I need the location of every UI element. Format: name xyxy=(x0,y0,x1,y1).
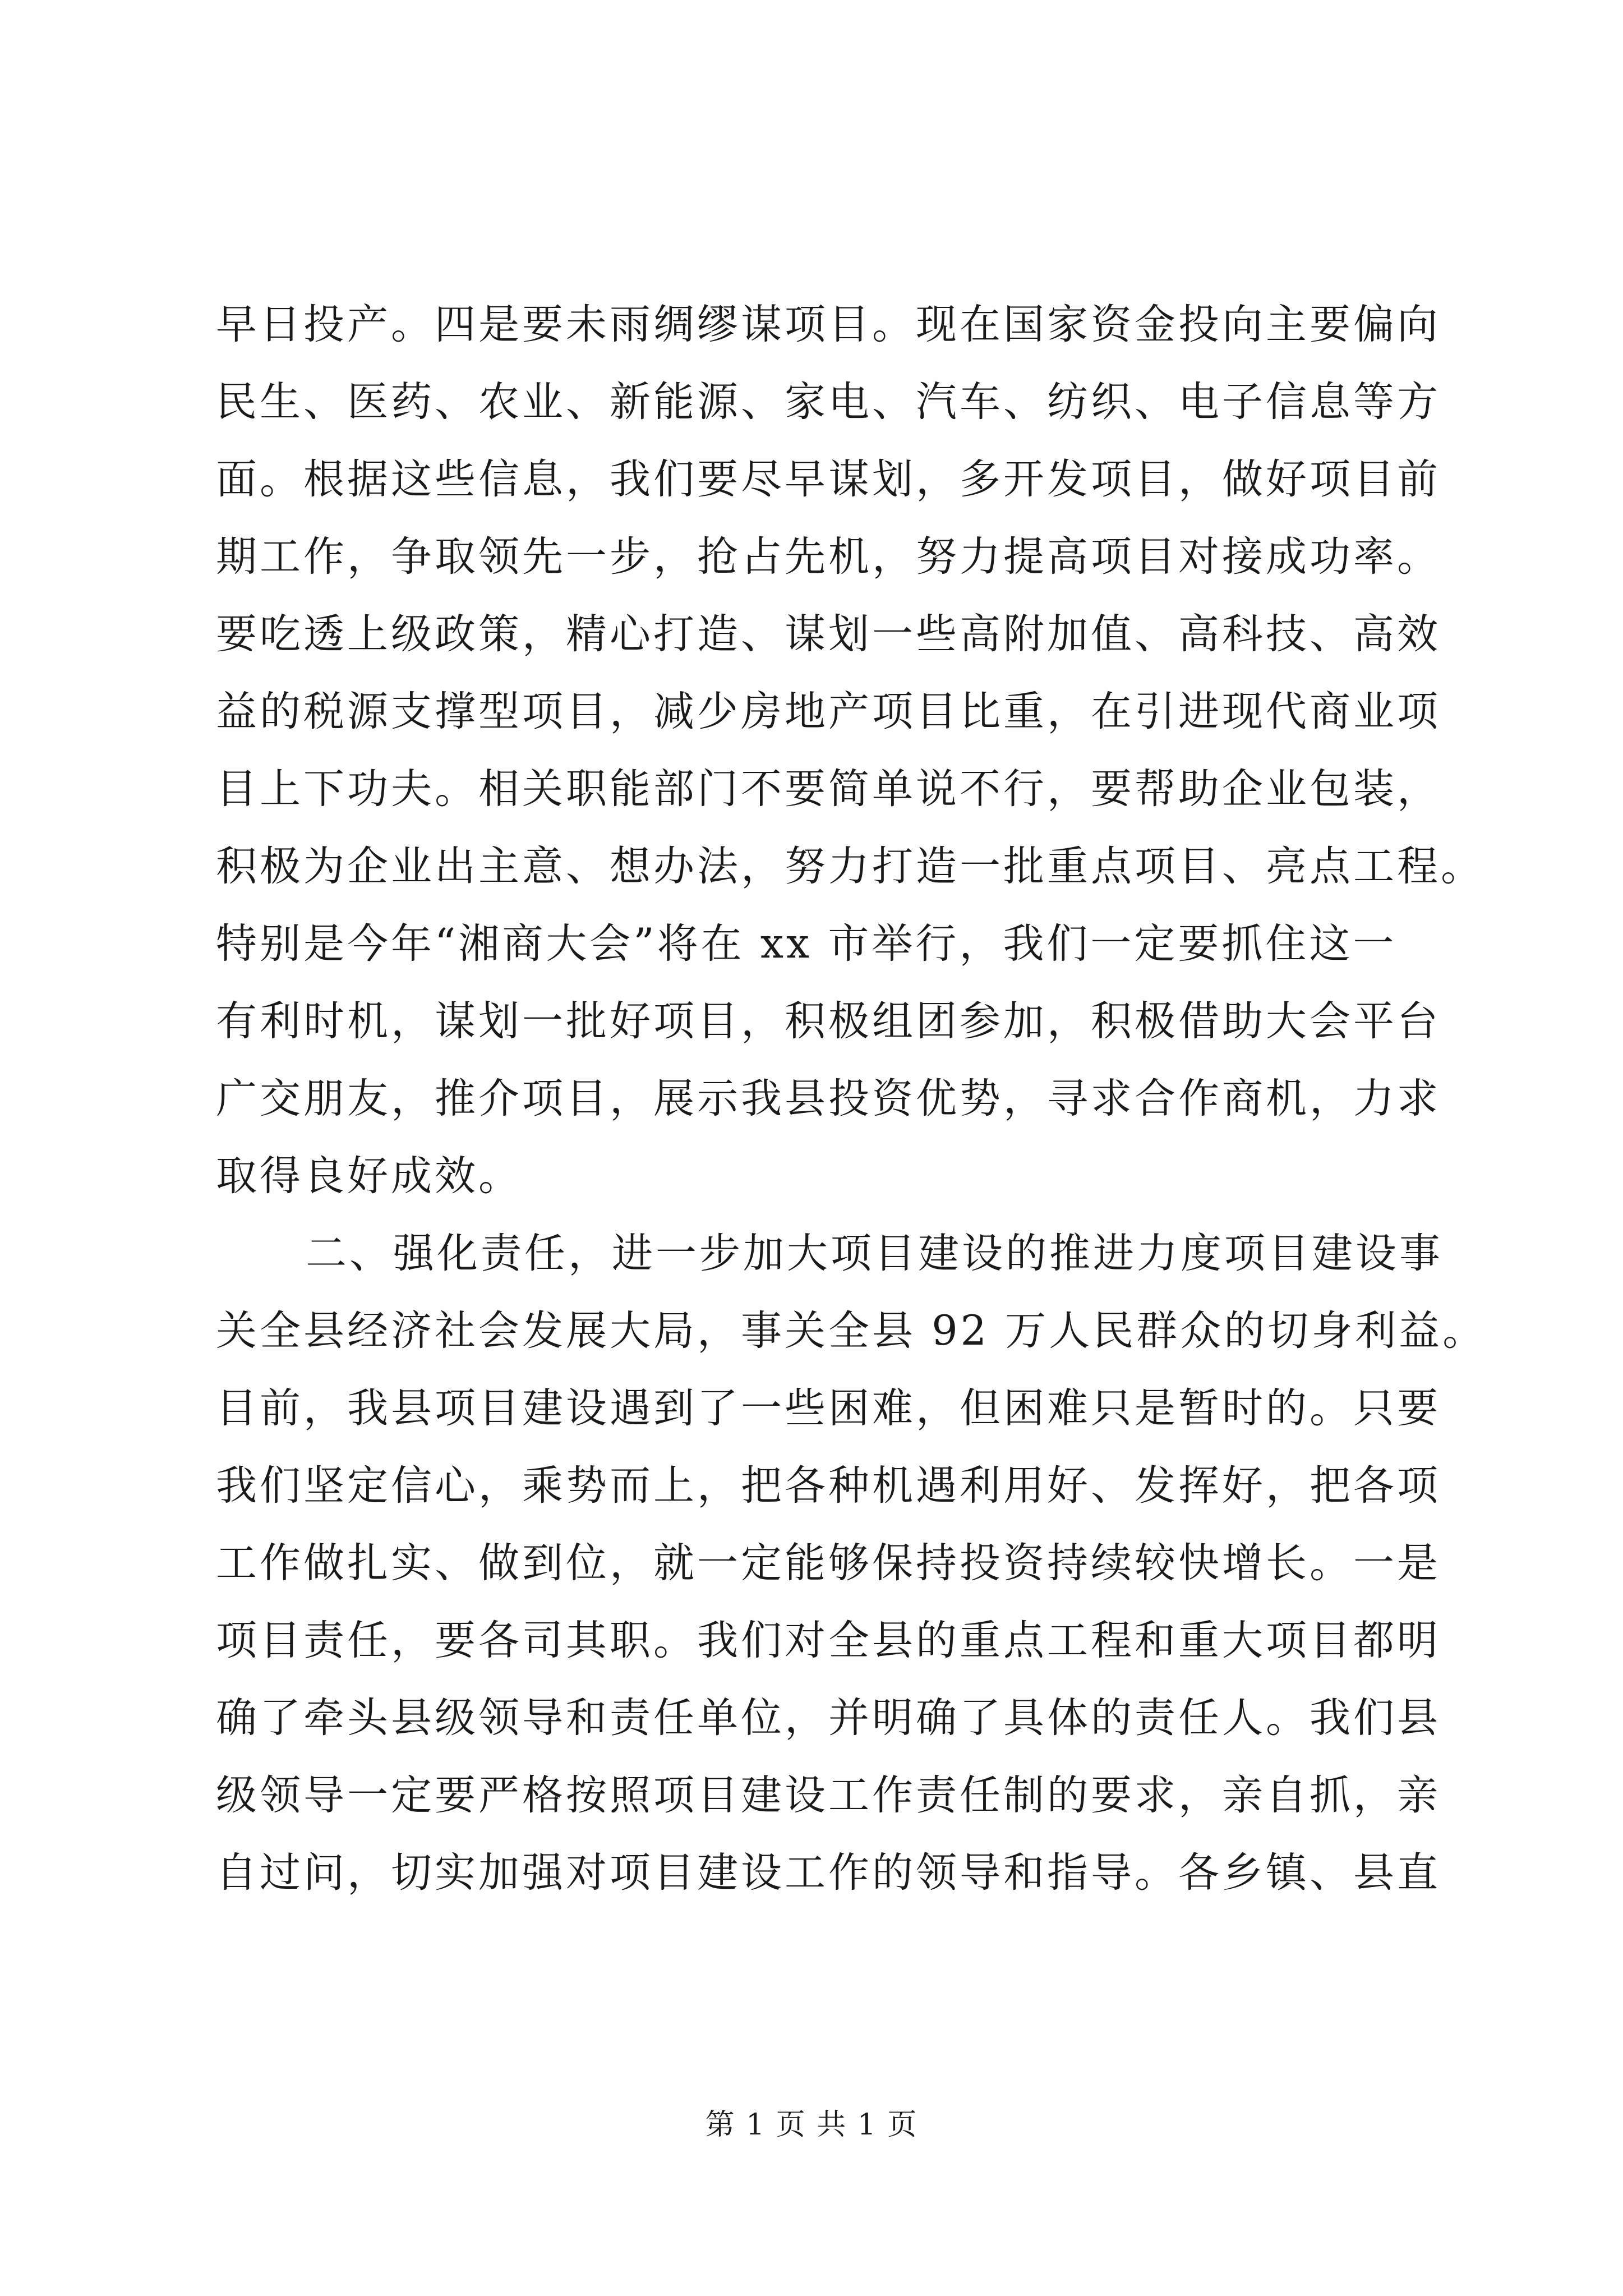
text-line: 有利时机，谋划一批好项目，积极组团参加，积极借助大会平台 xyxy=(216,997,1441,1045)
text-line: 目上下功夫。相关职能部门不要简单说不行，要帮助企业包装， xyxy=(216,765,1441,813)
page-number-footer: 第 1 页 共 1 页 xyxy=(705,2108,918,2142)
text-line: 广交朋友，推介项目，展示我县投资优势，寻求合作商机，力求 xyxy=(216,1075,1441,1122)
section-heading-line: 二、强化责任，进一步加大项目建设的推进力度项目建设事 xyxy=(306,1230,1443,1277)
text-line: 积极为企业出主意、想办法，努力打造一批重点项目、亮点工程。 xyxy=(216,843,1484,890)
text-line: 目前，我县项目建设遇到了一些困难，但困难只是暂时的。只要 xyxy=(216,1384,1441,1432)
text-line: 关全县经济社会发展大局，事关全县 92 万人民群众的切身利益。 xyxy=(216,1307,1487,1355)
text-line: 早日投产。四是要未雨绸缪谋项目。现在国家资金投向主要偏向 xyxy=(216,301,1441,348)
text-line: 工作做扎实、做到位，就一定能够保持投资持续较快增长。一是 xyxy=(216,1539,1441,1587)
text-line: 项目责任，要各司其职。我们对全县的重点工程和重大项目都明 xyxy=(216,1617,1441,1664)
text-line: 自过问，切实加强对项目建设工作的领导和指导。各乡镇、县直 xyxy=(216,1849,1441,1897)
text-line: 确了牵头县级领导和责任单位，并明确了具体的责任人。我们县 xyxy=(216,1694,1441,1742)
text-line: 要吃透上级政策，精心打造、谋划一些高附加值、高科技、高效 xyxy=(216,610,1441,658)
text-line: 我们坚定信心，乘势而上，把各种机遇利用好、发挥好，把各项 xyxy=(216,1462,1441,1510)
text-line: 益的税源支撑型项目，减少房地产项目比重，在引进现代商业项 xyxy=(216,688,1441,735)
text-line: 特别是今年“湘商大会”将在 xx 市举行，我们一定要抓住这一 xyxy=(216,920,1397,968)
text-line: 民生、医药、农业、新能源、家电、汽车、纺织、电子信息等方 xyxy=(216,378,1441,426)
text-line: 级领导一定要严格按照项目建设工作责任制的要求，亲自抓，亲 xyxy=(216,1772,1441,1819)
text-line: 期工作，争取领先一步，抢占先机，努力提高项目对接成功率。 xyxy=(216,533,1441,581)
document-body xyxy=(216,286,1487,1912)
text-line: 取得良好成效。 xyxy=(216,1152,522,1200)
text-line: 面。根据这些信息，我们要尽早谋划，多开发项目，做好项目前 xyxy=(216,455,1441,503)
